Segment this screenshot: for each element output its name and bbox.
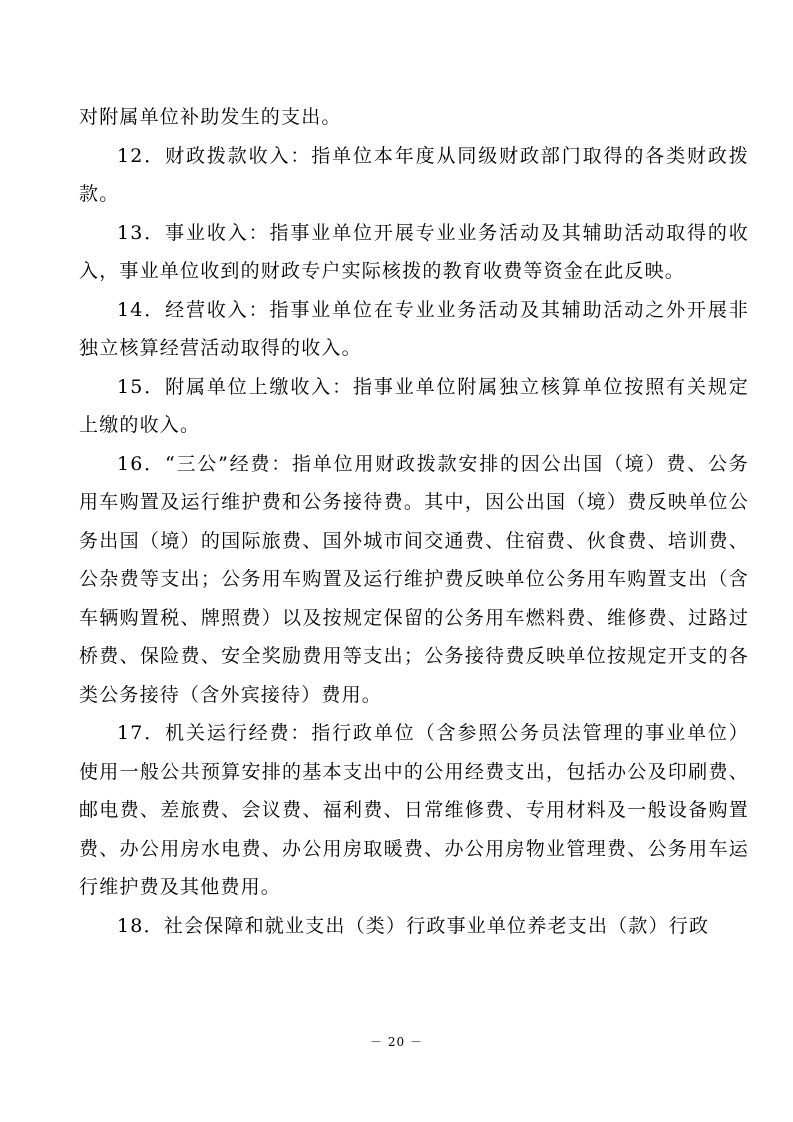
paragraph-12-fiscal-appropriation-income: 12．财政拨款收入：指单位本年度从同级财政部门取得的各类财政拨款。	[79, 144, 749, 205]
paragraph-15-affiliated-unit-income: 15．附属单位上缴收入：指事业单位附属独立核算单位按照有关规定上缴的收入。	[79, 375, 749, 436]
page-number: － 20 －	[370, 1035, 423, 1049]
paragraph-14-operating-income: 14．经营收入：指事业单位在专业业务活动及其辅助活动之外开展非独立核算经营活动取得的收入。	[79, 298, 749, 359]
paragraph-continuation: 对附属单位补助发生的支出。	[79, 106, 342, 128]
paragraph-18-social-security-expenditure: 18．社会保障和就业支出（类）行政事业单位养老支出（款）行政	[117, 914, 710, 937]
paragraph-17-agency-operating-expenses: 17．机关运行经费：指行政单位（含参照公务员法管理的事业单位）使用一般公共预算安排的基本支出中的公用经费支出，包括办公及印刷费、邮电费、差旅费、会议费、福利费、日常维修费、专用材料及一般设备购置费、办公用房水电费、办公用房取暖费、办公用房物业管理费、公务用车运行维护费及其他费用。	[79, 722, 749, 898]
paragraph-13-business-income: 13．事业收入：指事业单位开展专业业务活动及其辅助活动取得的收入，事业单位收到的财政专户实际核拨的教育收费等资金在此反映。	[79, 221, 749, 282]
paragraph-16-three-public-expenses: 16．“三公”经费：指单位用财政拨款安排的因公出国（境）费、公务用车购置及运行维护费和公务接待费。其中，因公出国（境）费反映单位公务出国（境）的国际旅费、国外城市间交通费、住宿费、伙食费、培训费、公杂费等支出；公务用车购置及运行维护费反映单位公务用车购置支出（含车辆购置税、牌照费）以及按规定保留的公务用车燃料费、维修费、过路过桥费、保险费、安全奖励费用等支出；公务接待费反映单位按规定开支的各类公务接待（含外宾接待）费用。	[79, 452, 749, 706]
document-body	[79, 98, 749, 945]
